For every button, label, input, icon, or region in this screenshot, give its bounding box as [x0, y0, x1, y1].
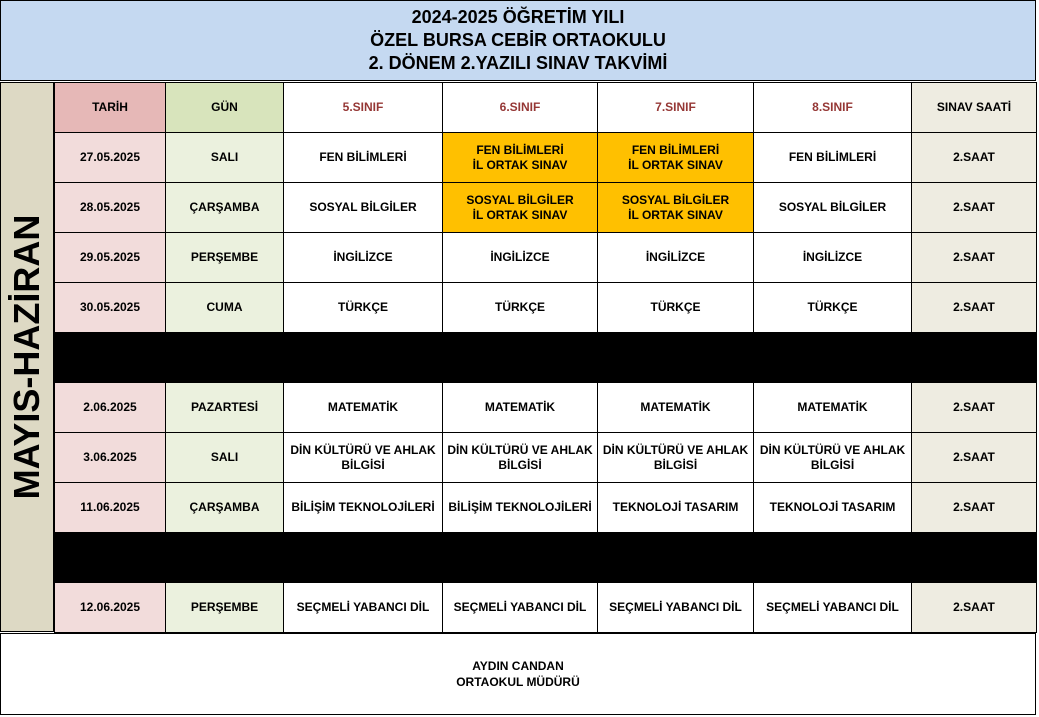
- exam-subject-grade-6: BİLİŞİM TEKNOLOJİLERİ: [442, 482, 598, 533]
- exam-subject-grade-5: SEÇMELİ YABANCI DİL: [283, 582, 443, 633]
- exam-subject-grade-8: TÜRKÇE: [753, 282, 912, 333]
- exam-subject-grade-6: TÜRKÇE: [442, 282, 598, 333]
- exam-subject-grade-5: DİN KÜLTÜRÜ VE AHLAK BİLGİSİ: [283, 432, 443, 483]
- exam-subject-grade-8: İNGİLİZCE: [753, 232, 912, 283]
- exam-subject-grade-7: FEN BİLİMLERİ İL ORTAK SINAV: [597, 132, 754, 183]
- exam-subject-grade-6: FEN BİLİMLERİ İL ORTAK SINAV: [442, 132, 598, 183]
- exam-subject-grade-8: MATEMATİK: [753, 382, 912, 433]
- exam-subject-grade-6: İNGİLİZCE: [442, 232, 598, 283]
- exam-day: ÇARŞAMBA: [165, 182, 284, 233]
- month-side-label: [0, 82, 54, 632]
- exam-subject-grade-6: DİN KÜLTÜRÜ VE AHLAK BİLGİSİ: [442, 432, 598, 483]
- exam-day: SALI: [165, 132, 284, 183]
- break-separator: [54, 332, 1037, 382]
- exam-day: ÇARŞAMBA: [165, 482, 284, 533]
- exam-subject-grade-8: DİN KÜLTÜRÜ VE AHLAK BİLGİSİ: [753, 432, 912, 483]
- exam-hour: 2.SAAT: [911, 432, 1037, 483]
- header-grade-8: 8.SINIF: [753, 82, 912, 133]
- exam-hour: 2.SAAT: [911, 232, 1037, 283]
- exam-subject-grade-5: SOSYAL BİLGİLER: [283, 182, 443, 233]
- header-grade-6: 6.SINIF: [442, 82, 598, 133]
- header-grade-5: 5.SINIF: [283, 82, 443, 133]
- exam-hour: 2.SAAT: [911, 282, 1037, 333]
- exam-hour: 2.SAAT: [911, 182, 1037, 233]
- exam-date: 2.06.2025: [54, 382, 166, 433]
- exam-subject-grade-6: MATEMATİK: [442, 382, 598, 433]
- exam-date: 28.05.2025: [54, 182, 166, 233]
- exam-hour: 2.SAAT: [911, 382, 1037, 433]
- exam-hour: 2.SAAT: [911, 132, 1037, 183]
- exam-subject-grade-5: TÜRKÇE: [283, 282, 443, 333]
- exam-day: PAZARTESİ: [165, 382, 284, 433]
- title-year: 2024-2025 ÖĞRETİM YILI: [411, 7, 625, 27]
- exam-date: 29.05.2025: [54, 232, 166, 283]
- exam-date: 12.06.2025: [54, 582, 166, 633]
- exam-date: 30.05.2025: [54, 282, 166, 333]
- header-exam-hour: SINAV SAATİ: [911, 82, 1037, 133]
- exam-subject-grade-5: BİLİŞİM TEKNOLOJİLERİ: [283, 482, 443, 533]
- exam-day: CUMA: [165, 282, 284, 333]
- exam-subject-grade-7: İNGİLİZCE: [597, 232, 754, 283]
- exam-subject-grade-8: TEKNOLOJİ TASARIM: [753, 482, 912, 533]
- break-separator: [54, 532, 1037, 582]
- exam-day: PERŞEMBE: [165, 232, 284, 283]
- exam-subject-grade-7: SEÇMELİ YABANCI DİL: [597, 582, 754, 633]
- exam-subject-grade-7: SOSYAL BİLGİLER İL ORTAK SINAV: [597, 182, 754, 233]
- title-exam: 2. DÖNEM 2.YAZILI SINAV TAKVİMİ: [368, 53, 668, 73]
- exam-date: 27.05.2025: [54, 132, 166, 183]
- title-school: ÖZEL BURSA CEBİR ORTAOKULU: [370, 30, 666, 50]
- schedule-title: [0, 0, 1036, 81]
- exam-subject-grade-7: MATEMATİK: [597, 382, 754, 433]
- header-grade-7: 7.SINIF: [597, 82, 754, 133]
- exam-subject-grade-5: FEN BİLİMLERİ: [283, 132, 443, 183]
- month-label-text: MAYIS-HAZİRAN: [6, 214, 47, 500]
- exam-subject-grade-6: SOSYAL BİLGİLER İL ORTAK SINAV: [442, 182, 598, 233]
- exam-day: PERŞEMBE: [165, 582, 284, 633]
- signature-block: [0, 633, 1036, 715]
- principal-name: AYDIN CANDAN: [472, 659, 564, 673]
- exam-subject-grade-7: TEKNOLOJİ TASARIM: [597, 482, 754, 533]
- principal-title: ORTAOKUL MÜDÜRÜ: [456, 675, 580, 689]
- exam-hour: 2.SAAT: [911, 582, 1037, 633]
- exam-date: 11.06.2025: [54, 482, 166, 533]
- exam-subject-grade-7: TÜRKÇE: [597, 282, 754, 333]
- exam-subject-grade-8: SOSYAL BİLGİLER: [753, 182, 912, 233]
- exam-hour: 2.SAAT: [911, 482, 1037, 533]
- exam-subject-grade-5: İNGİLİZCE: [283, 232, 443, 283]
- exam-subject-grade-7: DİN KÜLTÜRÜ VE AHLAK BİLGİSİ: [597, 432, 754, 483]
- exam-day: SALI: [165, 432, 284, 483]
- header-day: GÜN: [165, 82, 284, 133]
- exam-date: 3.06.2025: [54, 432, 166, 483]
- exam-subject-grade-6: SEÇMELİ YABANCI DİL: [442, 582, 598, 633]
- exam-subject-grade-8: SEÇMELİ YABANCI DİL: [753, 582, 912, 633]
- exam-subject-grade-8: FEN BİLİMLERİ: [753, 132, 912, 183]
- exam-subject-grade-5: MATEMATİK: [283, 382, 443, 433]
- header-date: TARİH: [54, 82, 166, 133]
